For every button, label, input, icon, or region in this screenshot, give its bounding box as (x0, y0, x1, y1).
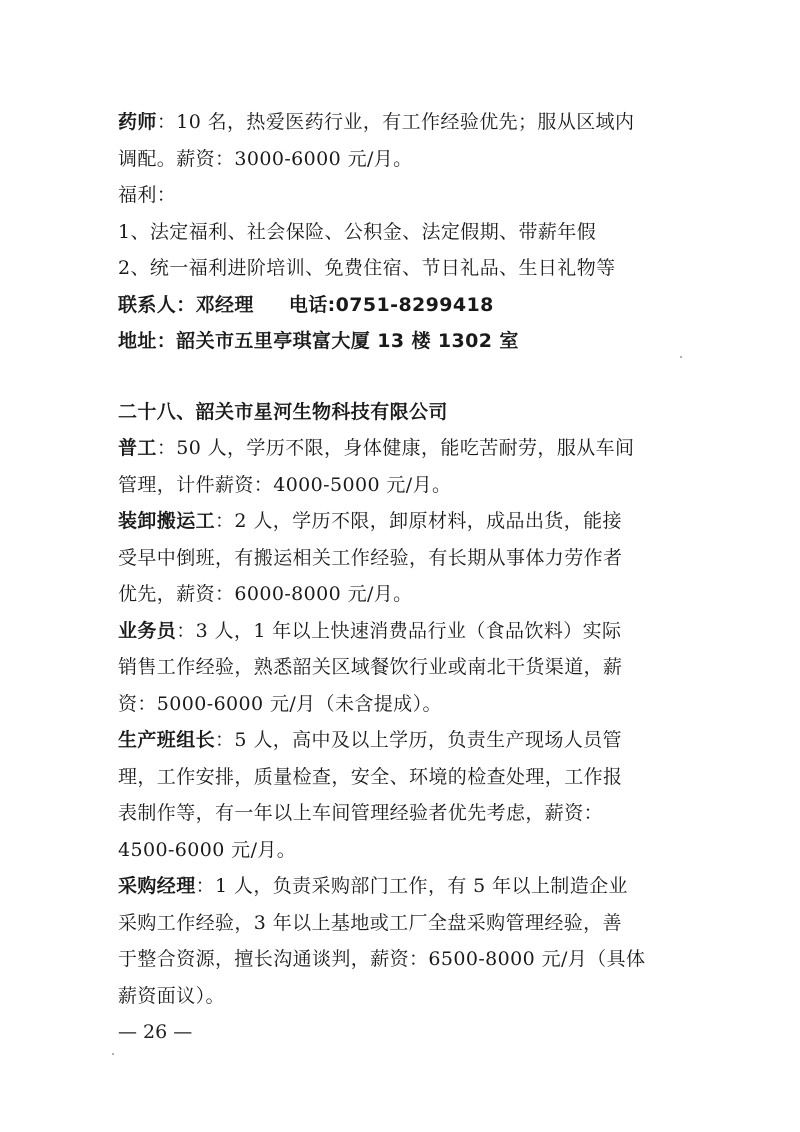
job-title-team-leader: 生产班组长 (118, 729, 216, 751)
job-title-purchasing-manager: 采购经理 (118, 875, 196, 897)
job-team-leader-line-4: 4500-6000 元/月。 (118, 838, 297, 861)
job-salesman-line-3: 资：5000-6000 元/月（未含提成）。 (118, 692, 442, 715)
welfare-heading: 福利： (118, 184, 177, 206)
section-spacer (118, 360, 693, 394)
job-general-worker-line-2: 管理，计件薪资：4000-5000 元/月。 (118, 473, 452, 496)
job-title-salesman: 业务员 (118, 619, 177, 642)
job-purchasing-manager-line-4: 薪资面议）。 (118, 984, 225, 1007)
job-title-pharmacist: 药师 (118, 111, 157, 133)
job-team-leader-line-2: 理，工作安排，质量检查，安全、环境的检查处理，工作报 (118, 765, 623, 788)
job-salesman-line-2: 销售工作经验，熟悉韶关区域餐饮行业或南北干货渠道，薪 (118, 656, 623, 678)
job-title-general-worker: 普工 (118, 437, 157, 459)
scan-speck (112, 1053, 114, 1055)
job-porter-line-1 (118, 503, 693, 540)
page-number: — 26 — (118, 1021, 193, 1043)
pharmacist-line-1 (118, 104, 693, 141)
contact-person-phone: 联系人：邓经理 电话:0751-8299418 (118, 293, 494, 316)
job-salesman-line-1 (118, 613, 693, 650)
job-purchasing-manager-line-1 (118, 868, 693, 905)
job-title-porter: 装卸搬运工 (118, 510, 216, 532)
job-general-worker-line-1 (118, 430, 693, 467)
contact-address: 地址：韶关市五里亭琪富大厦 13 楼 1302 室 (118, 330, 519, 352)
job-purchasing-manager-line-3: 于整合资源，擅长沟通谈判，薪资：6500-8000 元/月（具体 (118, 948, 646, 970)
job-desc-line: ：3 人，1 年以上快速消费品行业（食品饮料）实际 (176, 619, 622, 642)
welfare-item-1: 1、法定福利、社会保险、公积金、法定假期、带薪年假 (118, 220, 597, 243)
scan-speck (680, 356, 682, 358)
job-desc-line: ：1 人，负责采购部门工作，有 5 年以上制造企业 (195, 875, 628, 897)
job-porter-line-2: 受早中倒班，有搬运相关工作经验，有长期从事体力劳作者 (118, 546, 623, 569)
pharmacist-desc-1: ：10 名，热爱医药行业，有工作经验优先；服从区域内 (156, 111, 635, 133)
company-28-heading: 二十八、韶关市星河生物科技有限公司 (118, 400, 448, 423)
welfare-item-2: 2、统一福利进阶培训、免费住宿、节日礼品、生日礼物等 (118, 257, 616, 279)
job-team-leader-line-1 (118, 722, 693, 759)
document-body (118, 104, 693, 1014)
job-purchasing-manager-line-2: 采购工作经验，3 年以上基地或工厂全盘采购管理经验，善 (118, 911, 622, 934)
job-desc-line: ：50 人，学历不限，身体健康，能吃苦耐劳，服从车间 (156, 437, 635, 459)
job-porter-line-3: 优先，薪资：6000-8000 元/月。 (118, 583, 413, 605)
job-desc-line: ：5 人，高中及以上学历，负责生产现场人员管 (215, 729, 622, 751)
pharmacist-line-2: 调配。薪资：3000-6000 元/月。 (118, 147, 413, 170)
job-desc-line: ：2 人，学历不限，卸原材料，成品出货，能接 (215, 510, 622, 532)
job-team-leader-line-3: 表制作等，有一年以上车间管理经验者优先考虑，薪资： (118, 802, 604, 824)
